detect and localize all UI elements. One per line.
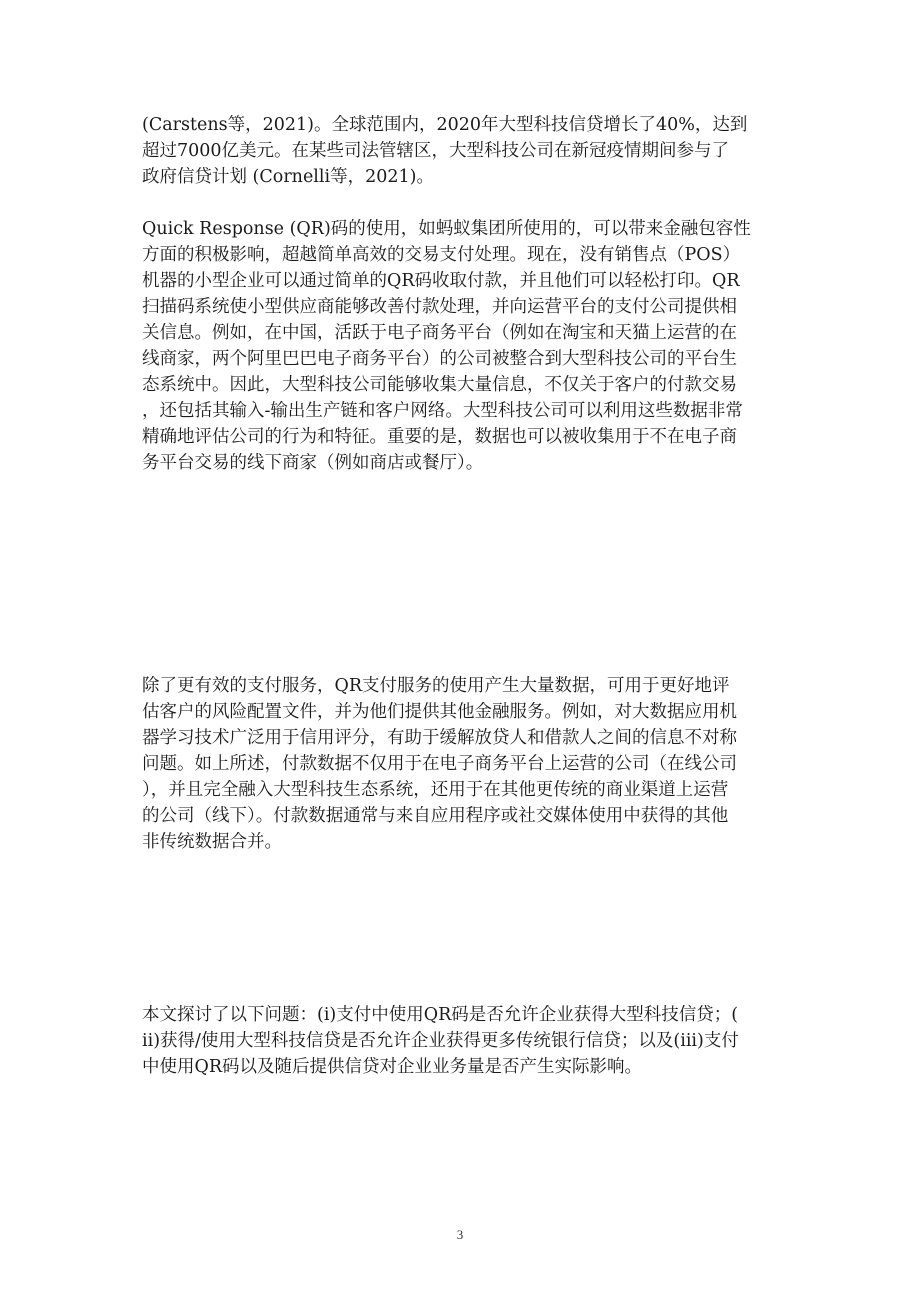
text-line: 政府信贷计划 (Cornelli等，2021)。 <box>142 167 434 187</box>
text-line: 精确地评估公司的行为和特征。重要的是，数据也可以被收集用于不在电子商 <box>142 427 737 447</box>
text-line: Quick Response (QR)码的使用，如蚂蚁集团所使用的，可以带来金融包容性 <box>142 219 751 239</box>
text-line: 的公司（线下）。付款数据通常与来自应用程序或社交媒体使用中获得的其他 <box>142 806 729 826</box>
paragraph-bigtech-credit-growth <box>142 112 782 190</box>
text-line: 扫描码系统使小型供应商能够改善付款处理，并向运营平台的支付公司提供相 <box>142 297 737 317</box>
text-line: ii)获得/使用大型科技信贷是否允许企业获得更多传统银行信贷；以及(iii)支付 <box>142 1031 739 1051</box>
text-line: 方面的积极影响，超越简单高效的交易支付处理。现在，没有销售点（POS） <box>142 245 741 265</box>
text-line: 除了更有效的支付服务，QR支付服务的使用产生大量数据，可用于更好地评 <box>142 676 730 696</box>
paragraph-qr-code-usage <box>142 216 782 476</box>
text-line: 超过7000亿美元。在某些司法管辖区，大型科技公司在新冠疫情期间参与了 <box>142 141 730 161</box>
text-line: (Carstens等，2021)。全球范围内，2020年大型科技信贷增长了40%，达到 <box>142 115 748 135</box>
text-line: 线商家，两个阿里巴巴电子商务平台）的公司被整合到大型科技公司的平台生 <box>142 349 737 369</box>
page-number: 3 <box>456 1227 464 1242</box>
text-line: 器学习技术广泛用于信用评分，有助于缓解放贷人和借款人之间的信息不对称 <box>142 728 737 748</box>
text-line: 关信息。例如，在中国，活跃于电子商务平台（例如在淘宝和天猫上运营的在 <box>142 323 737 343</box>
text-line: 机器的小型企业可以通过简单的QR码收取付款，并且他们可以轻松打印。QR <box>142 271 740 291</box>
text-line: 中使用QR码以及随后提供信贷对企业业务量是否产生实际影响。 <box>142 1057 643 1077</box>
text-line: ），并且完全融入大型科技生态系统，还用于在其他更传统的商业渠道上运营 <box>142 780 729 800</box>
paragraph-payment-data <box>142 673 782 855</box>
text-line: 问题。如上所述，付款数据不仅用于在电子商务平台上运营的公司（在线公司 <box>142 754 737 774</box>
text-line: 估客户的风险配置文件，并为他们提供其他金融服务。例如，对大数据应用机 <box>142 702 737 722</box>
text-line: 务平台交易的线下商家（例如商店或餐厅）。 <box>142 453 484 473</box>
text-line: 本文探讨了以下问题：(i)支付中使用QR码是否允许企业获得大型科技信贷；( <box>142 1005 739 1025</box>
text-line: 非传统数据合并。 <box>142 832 282 852</box>
text-line: 态系统中。因此，大型科技公司能够收集大量信息，不仅关于客户的付款交易 <box>142 375 737 395</box>
paragraph-research-questions <box>142 1002 782 1080</box>
text-line: ，还包括其输入-输出生产链和客户网络。大型科技公司可以利用这些数据非常 <box>142 401 743 421</box>
